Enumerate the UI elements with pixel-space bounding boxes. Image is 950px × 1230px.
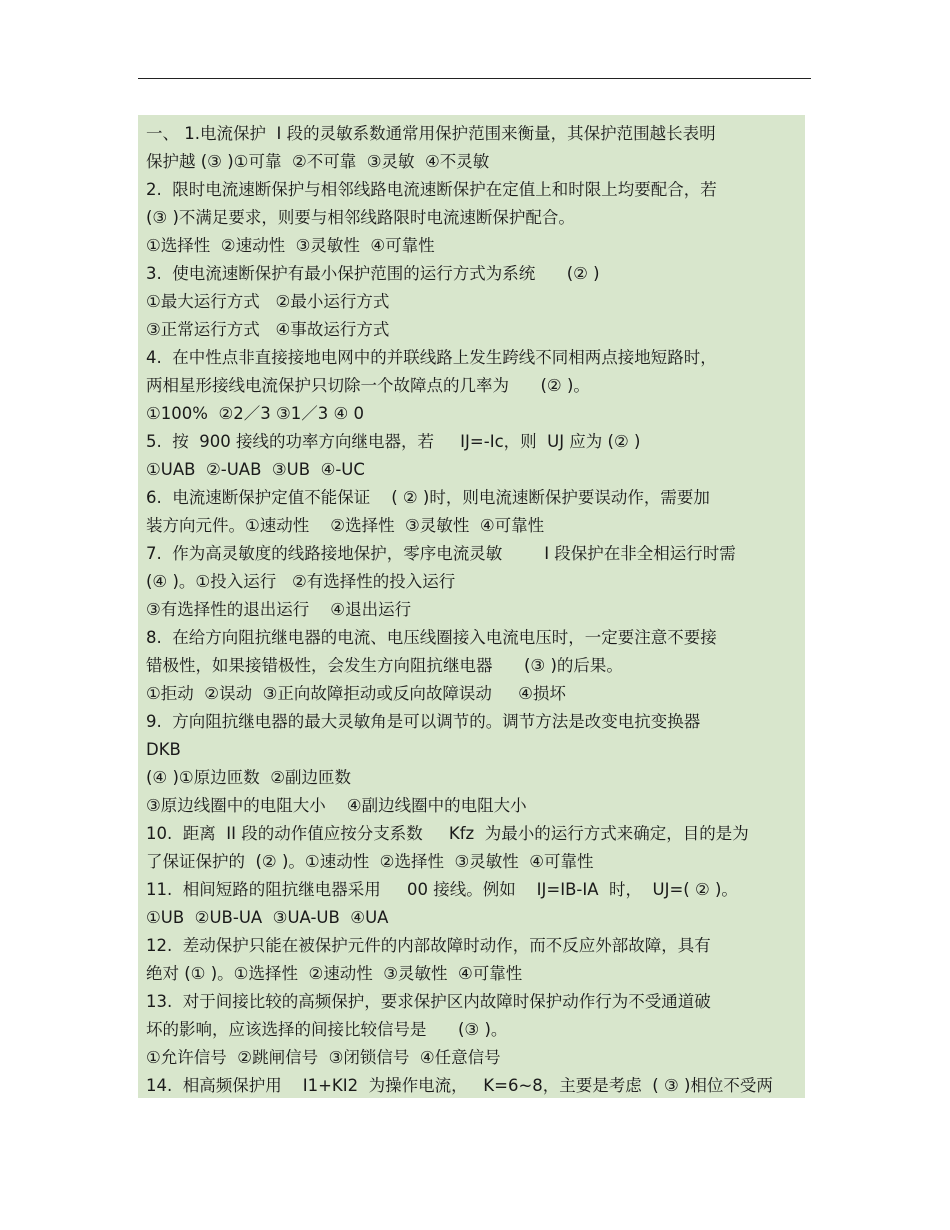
- text-line: 坏的影响，应该选择的间接比较信号是 (③ )。: [146, 1020, 508, 1039]
- header-rule: [138, 78, 811, 79]
- text-line: (④ )。①投入运行 ②有选择性的投入运行: [146, 572, 456, 591]
- text-line: ③正常运行方式 ④事故运行方式: [146, 320, 390, 339]
- text-line: DKB: [146, 740, 181, 759]
- text-line: ①最大运行方式 ②最小运行方式: [146, 292, 390, 311]
- text-line: 一、 1.电流保护 I 段的灵敏系数通常用保护范围来衡量，其保护范围越长表明: [146, 124, 716, 143]
- text-line: 绝对 (① )。①选择性 ②速动性 ③灵敏性 ④可靠性: [146, 964, 523, 983]
- text-line: ①UB ②UB-UA ③UA-UB ④UA: [146, 908, 389, 927]
- text-line: 12. 差动保护只能在被保护元件的内部故障时动作，而不反应外部故障，具有: [146, 936, 711, 955]
- text-line: (④ )①原边匝数 ②副边匝数: [146, 768, 351, 787]
- text-line: ①允许信号 ②跳闸信号 ③闭锁信号 ④任意信号: [146, 1048, 501, 1067]
- text-line: 8. 在给方向阻抗继电器的电流、电压线圈接入电流电压时，一定要注意不要接: [146, 628, 717, 647]
- text-line: 13. 对于间接比较的高频保护，要求保护区内故障时保护动作行为不受通道破: [146, 992, 711, 1011]
- text-line: 4. 在中性点非直接接地电网中的并联线路上发生跨线不同相两点接地短路时，: [146, 348, 717, 367]
- text-line: 7. 作为高灵敏度的线路接地保护，零序电流灵敏 I 段保护在非全相运行时需: [146, 544, 736, 563]
- text-line: 14. 相高频保护用 I1+KI2 为操作电流， K=6~8，主要是考虑 ( ③ )相位不受两: [146, 1076, 773, 1095]
- text-line: 错极性，如果接错极性，会发生方向阻抗继电器 (③ )的后果。: [146, 656, 623, 675]
- text-line: ①100% ②2／3 ③1／3 ④ 0: [146, 404, 365, 423]
- text-line: ①选择性 ②速动性 ③灵敏性 ④可靠性: [146, 236, 435, 255]
- text-line: ③有选择性的退出运行 ④退出运行: [146, 600, 412, 619]
- text-line: 5. 按 900 接线的功率方向继电器，若 IJ=-Ic，则 UJ 应为 (② ): [146, 432, 641, 451]
- text-line: 9. 方向阻抗继电器的最大灵敏角是可以调节的。调节方法是改变电抗变换器: [146, 712, 701, 731]
- text-line: 2. 限时电流速断保护与相邻线路电流速断保护在定值上和时限上均要配合，若: [146, 180, 717, 199]
- text-line: ①拒动 ②误动 ③正向故障拒动或反向故障误动 ④损坏: [146, 684, 566, 703]
- text-line: 6. 电流速断保护定值不能保证 ( ② )时，则电流速断保护要误动作，需要加: [146, 488, 710, 507]
- text-line: (③ )不满足要求，则要与相邻线路限时电流速断保护配合。: [146, 208, 575, 227]
- question-lines: [138, 115, 805, 1098]
- text-line: 装方向元件。①速动性 ②选择性 ③灵敏性 ④可靠性: [146, 516, 545, 535]
- text-line: 保护越 (③ )①可靠 ②不可靠 ③灵敏 ④不灵敏: [146, 152, 490, 171]
- question-text-panel: [138, 115, 805, 1098]
- text-line: 两相星形接线电流保护只切除一个故障点的几率为 (② )。: [146, 376, 590, 395]
- text-line: 了保证保护的 (② )。①速动性 ②选择性 ③灵敏性 ④可靠性: [146, 852, 594, 871]
- text-line: ①UAB ②-UAB ③UB ④-UC: [146, 460, 365, 479]
- text-line: ③原边线圈中的电阻大小 ④副边线圈中的电阻大小: [146, 796, 527, 815]
- text-line: 10. 距离 II 段的动作值应按分支系数 Kfz 为最小的运行方式来确定，目的是为: [146, 824, 749, 843]
- text-line: 11. 相间短路的阻抗继电器采用 00 接线。例如 IJ=IB-IA 时， UJ=( ② )。: [146, 880, 738, 899]
- text-line: 3. 使电流速断保护有最小保护范围的运行方式为系统 (② ): [146, 264, 600, 283]
